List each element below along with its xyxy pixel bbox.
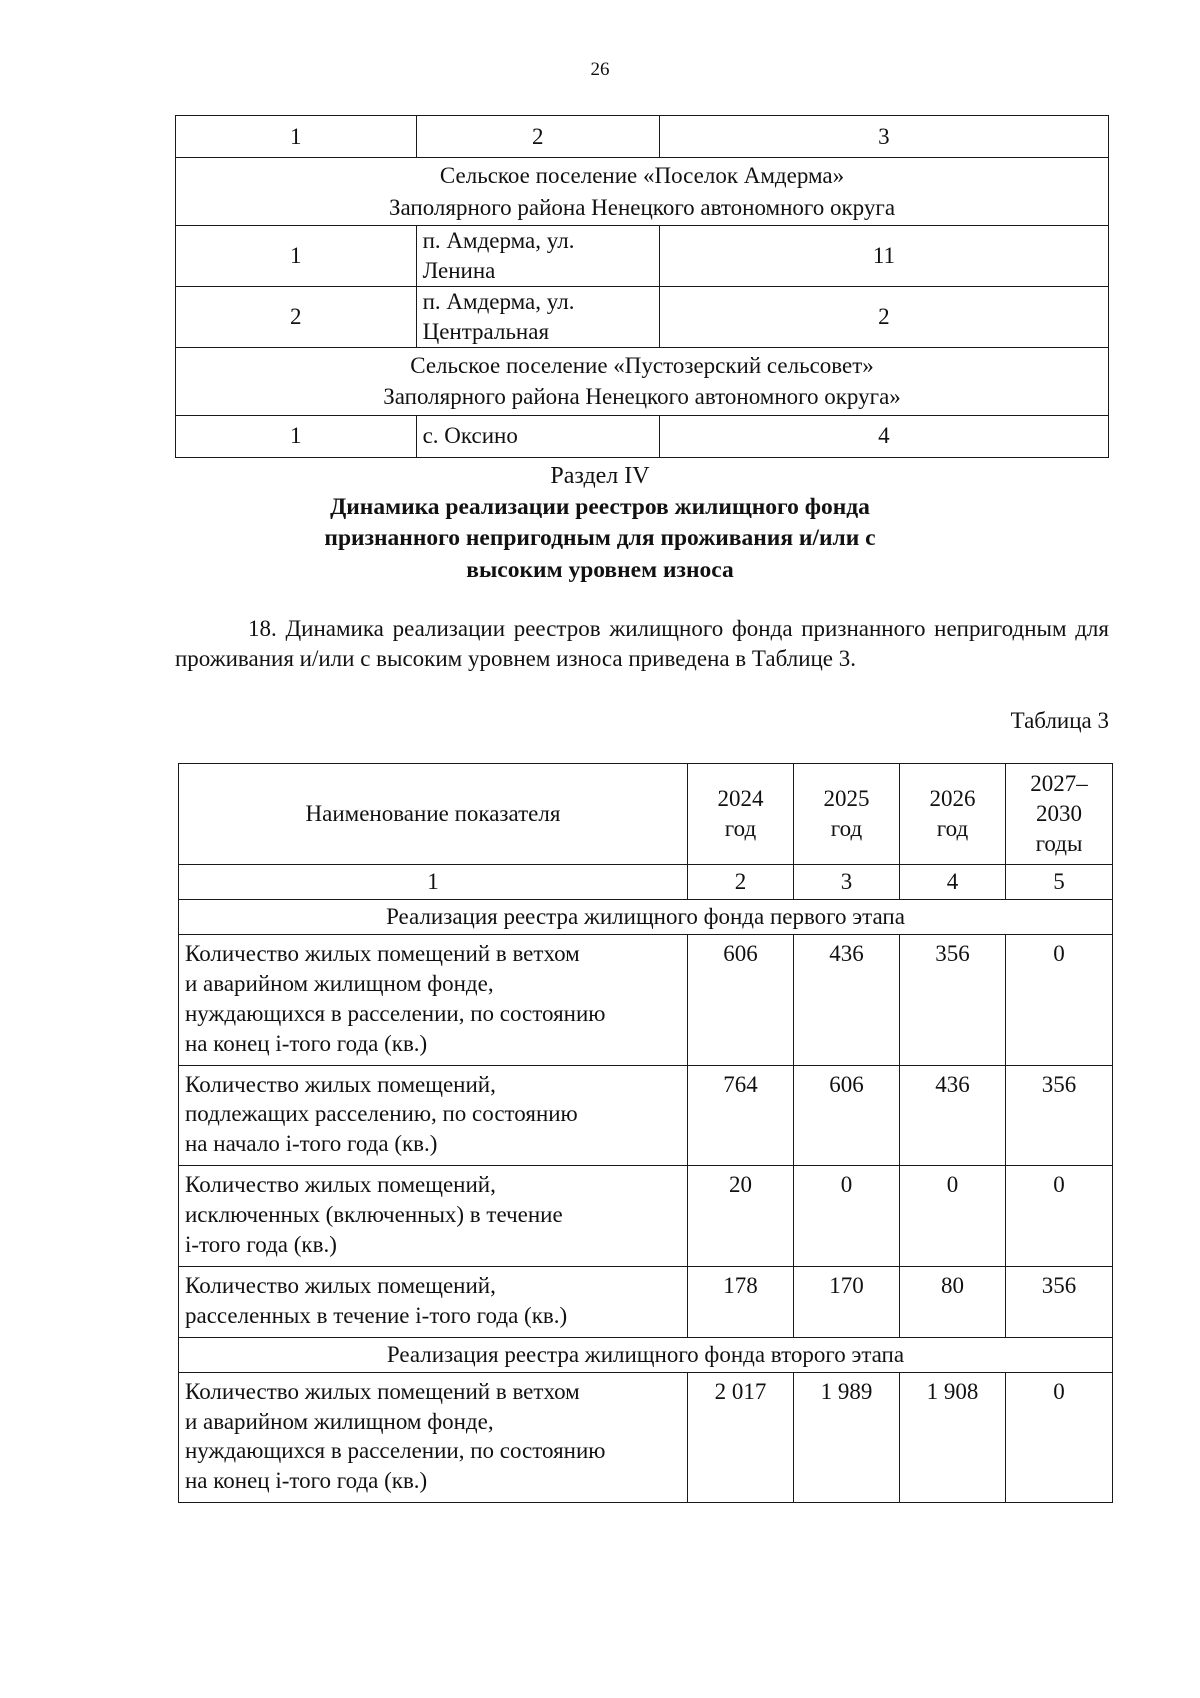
group-title-line: Заполярного района Ненецкого автономного округа [388, 194, 896, 220]
row-name: п. Амдерма, ул. Центральная [416, 286, 659, 347]
row-number: 1 [176, 226, 417, 287]
header-line: 2026 [929, 786, 976, 812]
section-label: Раздел IV [550, 463, 650, 489]
value-2026: 0 [900, 1166, 1006, 1267]
indicator-name [179, 1065, 688, 1166]
header-year-2026 [900, 764, 1006, 865]
value-2024: 606 [688, 935, 794, 1066]
indicator-line: Количество жилых помещений в ветхом [185, 941, 580, 966]
value-2026: 356 [900, 935, 1006, 1066]
table-header-row [179, 764, 1113, 865]
column-number: 4 [900, 865, 1006, 900]
value-2026: 436 [900, 1065, 1006, 1166]
column-number-3: 3 [659, 116, 1108, 158]
value-2027-2030: 0 [1006, 1166, 1113, 1267]
table-row [176, 415, 1109, 457]
header-year-2025 [794, 764, 900, 865]
indicator-line: подлежащих расселению, по состоянию [185, 1101, 578, 1127]
row-number: 1 [176, 415, 417, 457]
paragraph [175, 614, 1109, 674]
table-row [179, 1065, 1113, 1166]
indicator-line: и аварийном жилищном фонде, [185, 1408, 494, 1434]
row-value: 2 [659, 286, 1108, 347]
value-2025: 1 989 [794, 1372, 900, 1503]
group-title [176, 347, 1109, 415]
row-name: п. Амдерма, ул. Ленина [416, 226, 659, 287]
header-line: 2027– [1030, 771, 1088, 797]
header-year-2024 [688, 764, 794, 865]
value-2027-2030: 0 [1006, 1372, 1113, 1503]
value-2024: 20 [688, 1166, 794, 1267]
row-value: 4 [659, 415, 1108, 457]
value-2025: 0 [794, 1166, 900, 1267]
indicator-line: расселенных в течение i-того года (кв.) [185, 1302, 568, 1328]
column-number: 5 [1006, 865, 1113, 900]
section-title: Динамика реализации реестров жилищного фонда признанного непригодным для проживания и/или с высоким уровнем износа [324, 494, 876, 583]
table-row [176, 286, 1109, 347]
header-line: годы [1035, 830, 1083, 856]
header-years-2027-2030 [1006, 764, 1113, 865]
header-line: год [830, 816, 863, 841]
section-heading [0, 461, 1200, 586]
indicator-line: нуждающихся в расселении, по состоянию [185, 1438, 606, 1464]
column-number: 1 [179, 865, 688, 900]
column-number: 3 [794, 865, 900, 900]
column-number-1: 1 [176, 116, 417, 158]
header-line: 2030 [1036, 801, 1082, 827]
group-title-line: Заполярного района Ненецкого автономного округа» [383, 384, 901, 410]
indicator-line: Количество жилых помещений, [185, 1071, 496, 1097]
value-2025: 436 [794, 935, 900, 1066]
value-2026: 1 908 [900, 1372, 1006, 1503]
paragraph-text: 18. Динамика реализации реестров жилищного фонда признанного непригодным для проживания и/или с высоким уровнем износа приведена в Таблице 3. [175, 616, 1109, 671]
group-title-line: Сельское поселение «Поселок Амдерма» [439, 163, 845, 189]
indicator-line: на конец i-того года (кв.) [185, 1468, 428, 1494]
column-number: 2 [688, 865, 794, 900]
indicator-name [179, 1372, 688, 1503]
indicator-name [179, 935, 688, 1066]
indicator-line: нуждающихся в расселении, по состоянию [185, 1000, 606, 1026]
value-2027-2030: 356 [1006, 1266, 1113, 1337]
table-row [179, 1372, 1113, 1503]
group-row-amderma [176, 158, 1109, 226]
header-line: год [936, 816, 969, 841]
group-title-line: Сельское поселение «Пустозерский сельсовет» [410, 353, 874, 379]
table-header-row [176, 116, 1109, 158]
indicator-line: Количество жилых помещений, [185, 1172, 496, 1198]
indicator-name [179, 1266, 688, 1337]
stage-row [179, 1337, 1113, 1372]
settlements-table [175, 115, 1109, 458]
table-row [179, 1266, 1113, 1337]
value-2025: 606 [794, 1065, 900, 1166]
column-number-2: 2 [416, 116, 659, 158]
value-2024: 2 017 [688, 1372, 794, 1503]
header-line: 2024 [717, 786, 764, 812]
stage-row [179, 900, 1113, 935]
value-2024: 764 [688, 1065, 794, 1166]
indicator-name [179, 1166, 688, 1267]
indicator-line: Количество жилых помещений в ветхом [185, 1378, 580, 1404]
header-indicator-name: Наименование показателя [179, 764, 688, 865]
indicator-line: на конец i-того года (кв.) [185, 1030, 428, 1056]
indicator-line: на начало i-того года (кв.) [185, 1131, 438, 1157]
header-line: 2025 [823, 786, 870, 812]
group-row-pustozersky [176, 347, 1109, 415]
dynamics-table [178, 763, 1113, 1503]
value-2024: 178 [688, 1266, 794, 1337]
indicator-line: исключенных (включенных) в течение [185, 1202, 563, 1228]
indicator-line: Количество жилых помещений, [185, 1272, 496, 1298]
row-value: 11 [659, 226, 1108, 287]
page-number: 26 [590, 59, 610, 80]
value-2025: 170 [794, 1266, 900, 1337]
stage-title: Реализация реестра жилищного фонда второго этапа [179, 1337, 1113, 1372]
table-label: Таблица 3 [1010, 708, 1109, 733]
header-line: год [724, 816, 757, 841]
indicator-line: и аварийном жилищном фонде, [185, 970, 494, 996]
column-numbers-row [179, 865, 1113, 900]
row-name: с. Оксино [416, 415, 659, 457]
table-row [179, 935, 1113, 1066]
table-row [176, 226, 1109, 287]
indicator-line: i-того года (кв.) [185, 1232, 337, 1258]
value-2026: 80 [900, 1266, 1006, 1337]
row-number: 2 [176, 286, 417, 347]
value-2027-2030: 0 [1006, 935, 1113, 1066]
table-row [179, 1166, 1113, 1267]
stage-title: Реализация реестра жилищного фонда первого этапа [179, 900, 1113, 935]
group-title [176, 158, 1109, 226]
value-2027-2030: 356 [1006, 1065, 1113, 1166]
